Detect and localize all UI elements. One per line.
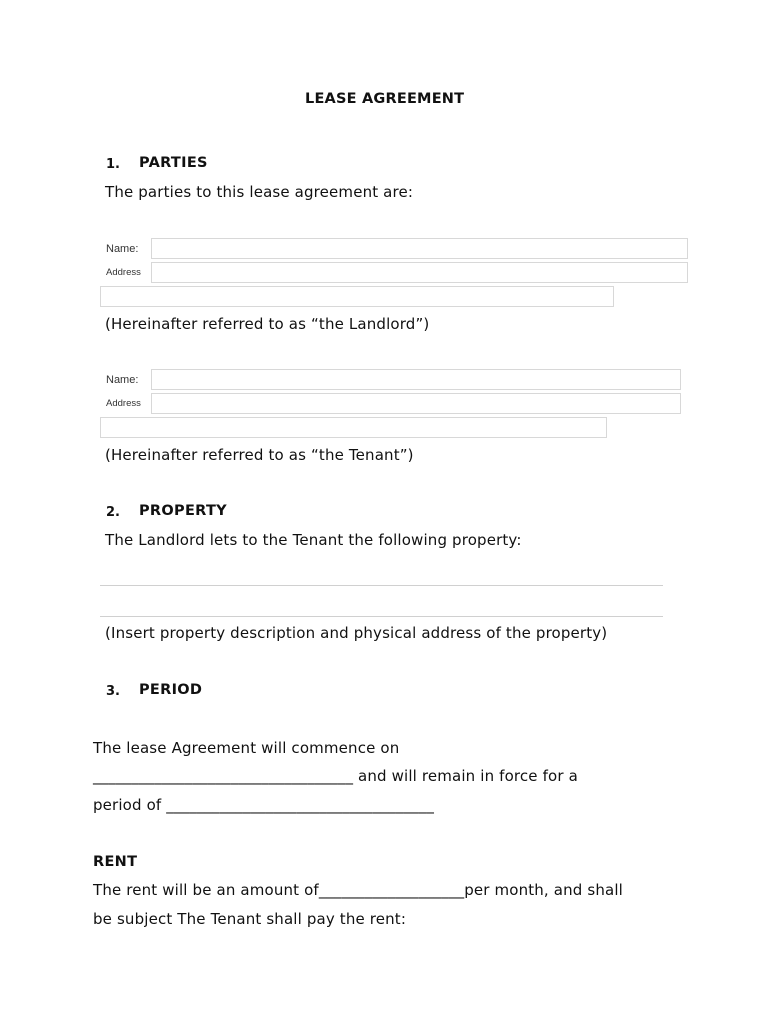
landlord-address-label: Address bbox=[106, 267, 141, 278]
section-number-property: 2. bbox=[106, 505, 120, 520]
landlord-address-field[interactable] bbox=[151, 262, 688, 283]
section-number-parties: 1. bbox=[106, 157, 120, 172]
property-description-line-2[interactable] bbox=[100, 616, 663, 617]
landlord-address-line2-field[interactable] bbox=[100, 286, 614, 307]
section-heading-property: PROPERTY bbox=[139, 503, 227, 519]
tenant-name-label: Name: bbox=[106, 374, 139, 386]
section-number-period: 3. bbox=[106, 684, 120, 699]
period-text-line-3: period of ___________________________________ bbox=[93, 796, 435, 814]
rent-text-line-2: be subject The Tenant shall pay the rent: bbox=[93, 910, 407, 928]
period-text-line-1: The lease Agreement will commence on bbox=[93, 739, 400, 757]
landlord-reference-note: (Hereinafter referred to as “the Landlord”) bbox=[105, 315, 430, 333]
section-heading-period: PERIOD bbox=[139, 682, 203, 698]
landlord-name-label: Name: bbox=[106, 243, 139, 255]
parties-intro-text: The parties to this lease agreement are: bbox=[105, 183, 414, 201]
tenant-reference-note: (Hereinafter referred to as “the Tenant”) bbox=[105, 446, 414, 464]
landlord-name-field[interactable] bbox=[151, 238, 688, 259]
tenant-name-field[interactable] bbox=[151, 369, 681, 390]
period-text-line-2: __________________________________ and will remain in force for a bbox=[93, 767, 578, 785]
property-intro-text: The Landlord lets to the Tenant the following property: bbox=[105, 531, 522, 549]
tenant-address-line2-field[interactable] bbox=[100, 417, 607, 438]
property-description-line-1[interactable] bbox=[100, 585, 663, 586]
property-instruction-note: (Insert property description and physical address of the property) bbox=[105, 624, 608, 642]
tenant-address-field[interactable] bbox=[151, 393, 681, 414]
document-title: LEASE AGREEMENT bbox=[305, 91, 465, 107]
section-heading-parties: PARTIES bbox=[139, 155, 208, 171]
tenant-address-label: Address bbox=[106, 398, 141, 409]
rent-text-line-1: The rent will be an amount of___________________per month, and shall bbox=[93, 881, 623, 899]
section-heading-rent: RENT bbox=[93, 854, 138, 870]
